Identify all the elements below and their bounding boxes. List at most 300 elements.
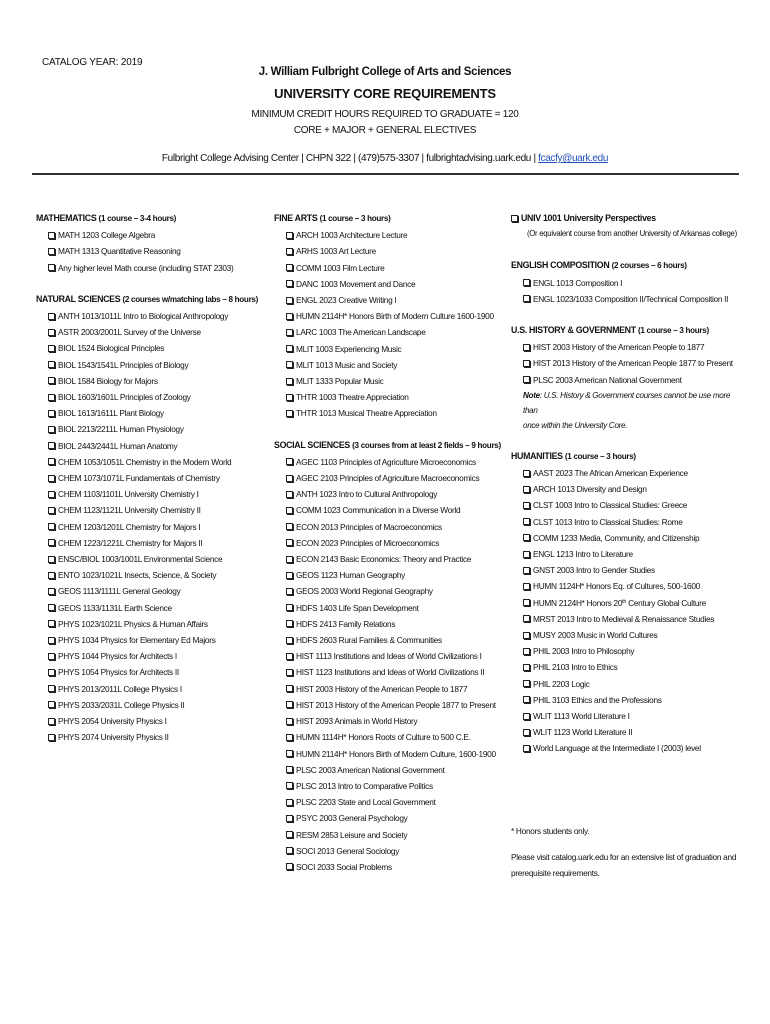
catalog-year: CATALOG YEAR: 2019 [42,57,143,68]
course-label: GNST 2003 Intro to Gender Studies [533,565,655,576]
checkbox-icon[interactable] [48,604,55,611]
course-label: PHIL 3103 Ethics and the Professions [533,694,662,705]
checkbox-icon[interactable] [286,475,293,482]
list-item[interactable] [511,692,746,708]
checkbox-icon[interactable] [523,295,530,302]
checkbox-icon[interactable] [286,782,293,789]
course-label: RESM 2853 Leisure and Society [296,829,408,840]
course-label: BIOL 1613/1611L Plant Biology [58,408,164,419]
list-item[interactable] [274,292,510,308]
course-label: GEOS 2003 World Regional Geography [296,586,433,597]
checkbox-icon[interactable] [286,620,293,627]
checkbox-icon[interactable] [48,361,55,368]
checkbox-icon[interactable] [48,232,55,239]
finearts-section-title: FINE ARTS (1 course – 3 hours) [274,213,391,223]
email-link[interactable]: fcacfy@uark.edu [538,153,609,164]
checkbox-icon[interactable] [286,653,293,660]
list-item[interactable] [36,551,266,567]
course-label: BIOL 2443/2441L Human Anatomy [58,440,178,451]
course-label: ARCH 1003 Architecture Lecture [296,230,408,241]
course-label: HIST 2013 History of the American People 1877 to Present [296,699,496,710]
list-item[interactable] [274,778,510,794]
course-label: HIST 2003 History of the American People to 1877 [296,683,468,694]
list-item[interactable] [274,567,510,583]
course-label: WLIT 1123 World Literature II [533,727,633,738]
list-item[interactable] [511,740,746,756]
checkbox-icon[interactable] [48,442,55,449]
course-label: CHEM 1123/1121L University Chemistry II [58,505,201,516]
checkbox-icon[interactable] [523,486,530,493]
list-item[interactable] [274,341,510,357]
checkbox-icon[interactable] [523,583,530,590]
course-label: CHEM 1203/1201L Chemistry for Majors I [58,521,201,532]
checkbox-icon[interactable] [286,815,293,822]
course-label: CHEM 1103/1101L University Chemistry I [58,489,199,500]
checkbox-icon[interactable] [286,637,293,644]
checkbox-icon[interactable] [286,394,293,401]
list-item[interactable] [36,729,266,745]
checkbox-icon[interactable] [286,458,293,465]
checkbox-icon[interactable] [523,279,530,286]
checkbox-icon[interactable] [523,470,530,477]
list-item[interactable] [36,308,266,324]
list-item[interactable] [274,454,510,470]
checkbox-icon[interactable] [286,701,293,708]
checkbox-icon[interactable] [523,376,530,383]
checkbox-icon[interactable] [523,360,530,367]
course-label: HDFS 1403 Life Span Development [296,602,419,613]
course-label: HIST 1113 Institutions and Ideas of World Civilizations I [296,651,482,662]
course-label: SOCI 2033 Social Problems [296,861,392,872]
list-item[interactable] [511,481,746,497]
checkbox-icon[interactable] [523,518,530,525]
course-label: PHYS 1044 Physics for Architects I [58,651,177,662]
finearts-list [274,227,510,421]
course-label: ECON 2013 Principles of Macroeconomics [296,521,442,532]
course-label: ENTO 1023/1021L Insects, Science, & Society [58,570,217,581]
list-item[interactable] [36,567,266,583]
list-item[interactable] [36,260,266,276]
list-item[interactable] [36,535,266,551]
list-item[interactable] [274,470,510,486]
course-label: MLIT 1333 Popular Music [296,376,384,387]
natsci-section-title: NATURAL SCIENCES (2 courses w/matching labs – 8 hours) [36,293,259,304]
list-item[interactable] [274,519,510,535]
list-item[interactable] [36,616,266,632]
list-item[interactable] [511,562,746,578]
list-item[interactable] [274,389,510,405]
list-item[interactable] [511,530,746,546]
list-item[interactable] [36,486,266,502]
course-label: AAST 2023 The African American Experience [533,468,688,479]
list-item[interactable] [511,275,746,291]
checkbox-icon[interactable] [48,377,55,384]
list-item[interactable] [36,373,266,389]
humanities-section-title: HUMANITIES (1 course – 3 hours) [511,450,636,461]
course-label: MLIT 1003 Experiencing Music [296,343,402,354]
list-item[interactable] [274,729,510,745]
course-label: PHYS 1054 Physics for Architects II [58,667,179,678]
checkbox-icon[interactable] [48,248,55,255]
list-item[interactable] [36,421,266,437]
checkbox-icon[interactable] [523,729,530,736]
checkbox-icon[interactable] [286,297,293,304]
checkbox-icon[interactable] [48,539,55,546]
header-divider [32,173,739,175]
course-label: PLSC 2013 Intro to Comparative Politics [296,780,433,791]
college-name: J. William Fulbright College of Arts and Sciences [258,66,512,78]
course-label: BIOL 1603/1601L Principles of Zoology [58,392,191,403]
checkbox-icon[interactable] [286,556,293,563]
checkbox-icon[interactable] [286,410,293,417]
list-item[interactable] [274,324,510,340]
list-item[interactable] [274,616,510,632]
english-list [511,275,746,307]
course-label: ECON 2143 Basic Economics: Theory and Practice [296,554,472,565]
checkbox-icon[interactable] [286,669,293,676]
right-column [511,210,746,881]
list-item[interactable] [36,648,266,664]
list-item[interactable] [511,627,746,643]
list-item[interactable] [274,486,510,502]
checkbox-icon[interactable] [48,345,55,352]
checkbox-icon[interactable] [523,615,530,622]
course-label: SOCI 2013 General Sociology [296,845,400,856]
checkbox-icon[interactable] [48,620,55,627]
checkbox-icon[interactable] [48,410,55,417]
course-label: ENGL 2023 Creative Writing I [296,295,397,306]
checkbox-icon[interactable] [286,280,293,287]
list-item[interactable] [511,514,746,530]
list-item[interactable] [36,438,266,454]
list-item[interactable] [274,260,510,276]
checkbox-icon[interactable] [48,458,55,465]
course-label: PHYS 1034 Physics for Elementary Ed Majors [58,635,216,646]
course-label: MLIT 1013 Music and Society [296,359,398,370]
checkbox-icon[interactable] [523,534,530,541]
checkbox-icon[interactable] [286,329,293,336]
list-item[interactable] [274,600,510,616]
list-item[interactable] [274,373,510,389]
checkbox-icon[interactable] [286,604,293,611]
math-list [36,227,266,276]
course-label: BIOL 1584 Biology for Majors [58,375,158,386]
checkbox-icon[interactable] [48,264,55,271]
checkbox-icon[interactable] [286,264,293,271]
list-item[interactable] [274,535,510,551]
list-item[interactable] [511,355,746,371]
checkbox-icon[interactable] [286,831,293,838]
course-label: CHEM 1053/1051L Chemistry in the Modern World [58,456,232,467]
list-item[interactable] [274,502,510,518]
list-item[interactable] [274,697,510,713]
checkbox-icon[interactable] [286,734,293,741]
list-item[interactable] [511,724,746,740]
course-label: BIOL 1543/1541L Principles of Biology [58,359,189,370]
list-item[interactable] [511,465,746,481]
list-item[interactable] [274,243,510,259]
course-label: HIST 2003 History of the American People to 1877 [533,342,705,353]
list-item[interactable] [274,810,510,826]
course-label: ENSC/BIOL 1003/1001L Environmental Science [58,554,223,565]
list-item[interactable] [36,664,266,680]
checkbox-icon[interactable] [286,232,293,239]
checkbox-icon[interactable] [286,572,293,579]
course-label: HUMN 1124H* Honors Eq. of Cultures, 500-1600 [533,581,700,592]
course-label: DANC 1003 Movement and Dance [296,278,416,289]
course-label: ARHS 1003 Art Lecture [296,246,376,257]
course-label: GEOS 1123 Human Geography [296,570,406,581]
course-label: CLST 1013 Intro to Classical Studies: Rome [533,516,683,527]
list-item[interactable] [511,676,746,692]
course-label: Any higher level Math course (including STAT 2303) [58,262,234,273]
checkbox-icon[interactable] [48,556,55,563]
checkbox-icon[interactable] [523,632,530,639]
course-label: AGEC 1103 Principles of Agriculture Microeconomics [296,456,476,467]
list-item[interactable] [36,470,266,486]
checkbox-icon[interactable] [286,588,293,595]
course-label: GEOS 1133/1131L Earth Science [58,602,172,613]
checkbox-icon[interactable] [523,567,530,574]
checkbox-icon[interactable] [48,313,55,320]
checkbox-icon[interactable] [523,344,530,351]
ushist-note: Note: U.S. History & Government courses cannot be use more than once within the University Core. [523,390,731,430]
visit-catalog-note: Please visit catalog.uark.edu for an extensive list of graduation and prerequisite requirements. [511,851,737,878]
list-item[interactable] [511,497,746,513]
list-item[interactable] [36,405,266,421]
list-item[interactable] [274,357,510,373]
list-item[interactable] [511,578,746,594]
course-label: MATH 1203 College Algebra [58,230,156,241]
checkbox-icon[interactable] [523,599,530,606]
checkbox-icon[interactable] [48,426,55,433]
list-item[interactable] [274,632,510,648]
course-label: ANTH 1013/1011L Intro to Biological Anthropology [58,311,229,322]
univ-note: (Or equivalent course from another University of Arkansas college) [527,229,737,239]
list-item[interactable] [36,389,266,405]
course-label: PLSC 2003 American National Government [533,374,682,385]
checkbox-icon[interactable] [286,313,293,320]
checkbox-icon[interactable] [48,734,55,741]
ushist-section-title: U.S. HISTORY & GOVERNMENT (1 course – 3 hours) [511,325,709,336]
course-label: PHIL 2003 Intro to Philosophy [533,646,635,657]
course-label: HDFS 2603 Rural Families & Communities [296,635,442,646]
humanities-list-2 [511,611,746,757]
checkbox-icon[interactable] [48,653,55,660]
socsci-list [274,454,510,875]
left-column [36,210,266,746]
list-item[interactable] [511,372,746,388]
checkbox-icon[interactable] [286,750,293,757]
course-label: PHYS 2013/2011L College Physics I [58,683,182,694]
list-item[interactable] [274,762,510,778]
list-item[interactable] [274,276,510,292]
english-section-title: ENGLISH COMPOSITION (2 courses – 6 hours) [511,260,687,271]
list-item[interactable] [511,659,746,675]
list-item[interactable] [36,697,266,713]
course-label: ASTR 2003/2001L Survey of the Universe [58,327,201,338]
checkbox-icon[interactable] [286,766,293,773]
course-label: MUSY 2003 Music in World Cultures [533,630,658,641]
course-label: AGEC 2103 Principles of Agriculture Macroeconomics [296,473,480,484]
list-item[interactable] [511,708,746,724]
honors-note: * Honors students only. [511,825,590,836]
socsci-section-title: SOCIAL SCIENCES (3 courses from at least 2 fields – 9 hours) [274,439,501,450]
course-label: PHIL 2103 Intro to Ethics [533,662,618,673]
checkbox-icon[interactable] [286,799,293,806]
course-label: MRST 2013 Intro to Medieval & Renaissance Studies [533,613,715,624]
course-label: World Language at the Intermediate I (2003) level [533,743,701,754]
natsci-list [36,308,266,745]
course-label: HUMN 2114H* Honors Birth of Modern Culture 1600-1900 [296,311,494,322]
list-item[interactable] [274,551,510,567]
list-item[interactable] [511,546,746,562]
list-item[interactable] [36,600,266,616]
list-item[interactable] [36,632,266,648]
checkbox-icon[interactable] [48,329,55,336]
advising-center-line [0,153,770,164]
course-label: MATH 1313 Quantitative Reasoning [58,246,181,257]
course-label: ANTH 1023 Intro to Cultural Anthropology [296,489,438,500]
checkbox-icon[interactable] [286,378,293,385]
list-item[interactable] [274,746,510,762]
list-item[interactable] [274,827,510,843]
checkbox-icon[interactable] [286,685,293,692]
list-item[interactable] [511,291,746,307]
min-credit-hours: MINIMUM CREDIT HOURS REQUIRED TO GRADUATE = 120 [251,109,519,120]
course-label: GEOS 1113/1111L General Geology [58,586,181,597]
checkbox-icon[interactable] [286,718,293,725]
univ-section-title[interactable]: UNIV 1001 University Perspectives [511,210,746,226]
math-section-title: MATHEMATICS (1 course – 3-4 hours) [36,213,177,223]
list-item[interactable] [36,243,266,259]
course-label: WLIT 1113 World Literature I [533,711,630,722]
checkbox-icon[interactable] [48,718,55,725]
course-label: HIST 2093 Animals in World History [296,716,418,727]
list-item[interactable] [274,794,510,810]
course-label: HIST 1123 Institutions and Ideas of World Civilizations II [296,667,485,678]
course-label: PHYS 2074 University Physics II [58,732,169,743]
checkbox-icon[interactable] [286,361,293,368]
list-item[interactable] [274,308,510,324]
checkbox-icon[interactable] [286,345,293,352]
page-title: UNIVERSITY CORE REQUIREMENTS [274,86,496,101]
checkbox-icon[interactable] [286,539,293,546]
list-item[interactable] [36,583,266,599]
checkbox-icon[interactable] [48,475,55,482]
checkbox-icon[interactable] [523,648,530,655]
course-label: LARC 1003 The American Landscape [296,327,426,338]
checkbox-icon[interactable] [48,523,55,530]
checkbox-icon[interactable] [286,523,293,530]
course-label: COMM 1003 Film Lecture [296,262,385,273]
checkbox-icon[interactable] [48,685,55,692]
course-label: HUMN 1114H* Honors Roots of Culture to 500 C.E. [296,732,471,743]
course-label: ARCH 1013 Diversity and Design [533,484,647,495]
list-item[interactable] [274,648,510,664]
course-label: ENGL 1213 Intro to Literature [533,549,633,560]
list-item[interactable] [36,713,266,729]
course-label: PLSC 2203 State and Local Government [296,797,436,808]
humanities-list [511,465,746,595]
course-label: CHEM 1223/1221L Chemistry for Majors II [58,537,203,548]
list-item[interactable]: HUMN 2124H* Honors 20th Century Global Culture [511,595,746,611]
checkbox-icon[interactable] [48,588,55,595]
checkbox-icon[interactable] [286,507,293,514]
middle-column [274,210,510,875]
course-label: HUMN 2114H* Honors Birth of Modern Culture, 1600-1900 [296,748,496,759]
list-item[interactable] [274,713,510,729]
list-item[interactable] [36,324,266,340]
course-label: PHYS 2054 University Physics I [58,716,167,727]
list-item[interactable] [36,519,266,535]
checkbox-icon[interactable] [523,745,530,752]
checkbox-icon[interactable] [48,507,55,514]
list-item[interactable] [274,859,510,875]
checkbox-icon[interactable] [286,863,293,870]
course-label: PLSC 2003 American National Government [296,764,445,775]
checkbox-icon[interactable] [523,696,530,703]
checkbox-icon[interactable] [523,551,530,558]
list-item[interactable] [36,502,266,518]
course-label: CLST 1003 Intro to Classical Studies: Greece [533,500,688,511]
ushist-list [511,339,746,388]
checkbox-icon[interactable] [48,491,55,498]
list-item[interactable] [511,611,746,627]
checkbox-icon[interactable] [48,669,55,676]
checkbox-icon[interactable] [48,637,55,644]
course-label: PHYS 1023/1021L Physics & Human Affairs [58,618,208,629]
checkbox-icon[interactable] [523,680,530,687]
checkbox-icon[interactable] [523,713,530,720]
list-item[interactable] [36,340,266,356]
list-item[interactable] [36,681,266,697]
list-item[interactable] [274,681,510,697]
list-item[interactable] [36,454,266,470]
course-label: HIST 2013 History of the American People 1877 to Present [533,358,733,369]
course-label: PSYC 2003 General Psychology [296,813,408,824]
list-item[interactable] [36,227,266,243]
course-label: COMM 1233 Media, Community, and Citizenship [533,532,700,543]
course-label: ENGL 1013 Composition I [533,277,623,288]
checkbox-icon[interactable] [286,248,293,255]
checkbox-icon[interactable] [523,502,530,509]
list-item[interactable] [274,405,510,421]
checkbox-icon[interactable] [286,847,293,854]
checkbox-icon[interactable] [523,664,530,671]
course-label: HDFS 2413 Family Relations [296,618,396,629]
course-label: PHYS 2033/2031L College Physics II [58,699,185,710]
course-label: THTR 1013 Musical Theatre Appreciation [296,408,437,419]
list-item[interactable] [274,583,510,599]
advising-info: Fulbright College Advising Center | CHPN 322 | (479)575-3307 | fulbrightadvising.uark.edu | [161,153,539,164]
list-item[interactable] [511,643,746,659]
list-item[interactable] [274,664,510,680]
list-item[interactable] [36,357,266,373]
course-label: THTR 1003 Theatre Appreciation [296,392,409,403]
checkbox-icon[interactable] [286,491,293,498]
checkbox-icon[interactable] [511,215,518,222]
checkbox-icon[interactable] [48,394,55,401]
checkbox-icon[interactable] [48,572,55,579]
course-label: ECON 2023 Principles of Microeconomics [296,537,440,548]
core-major-line: CORE + MAJOR + GENERAL ELECTIVES [293,125,477,136]
list-item[interactable] [274,227,510,243]
course-label: COMM 1023 Communication in a Diverse World [296,505,461,516]
list-item[interactable] [274,843,510,859]
list-item[interactable] [511,339,746,355]
checkbox-icon[interactable] [48,701,55,708]
